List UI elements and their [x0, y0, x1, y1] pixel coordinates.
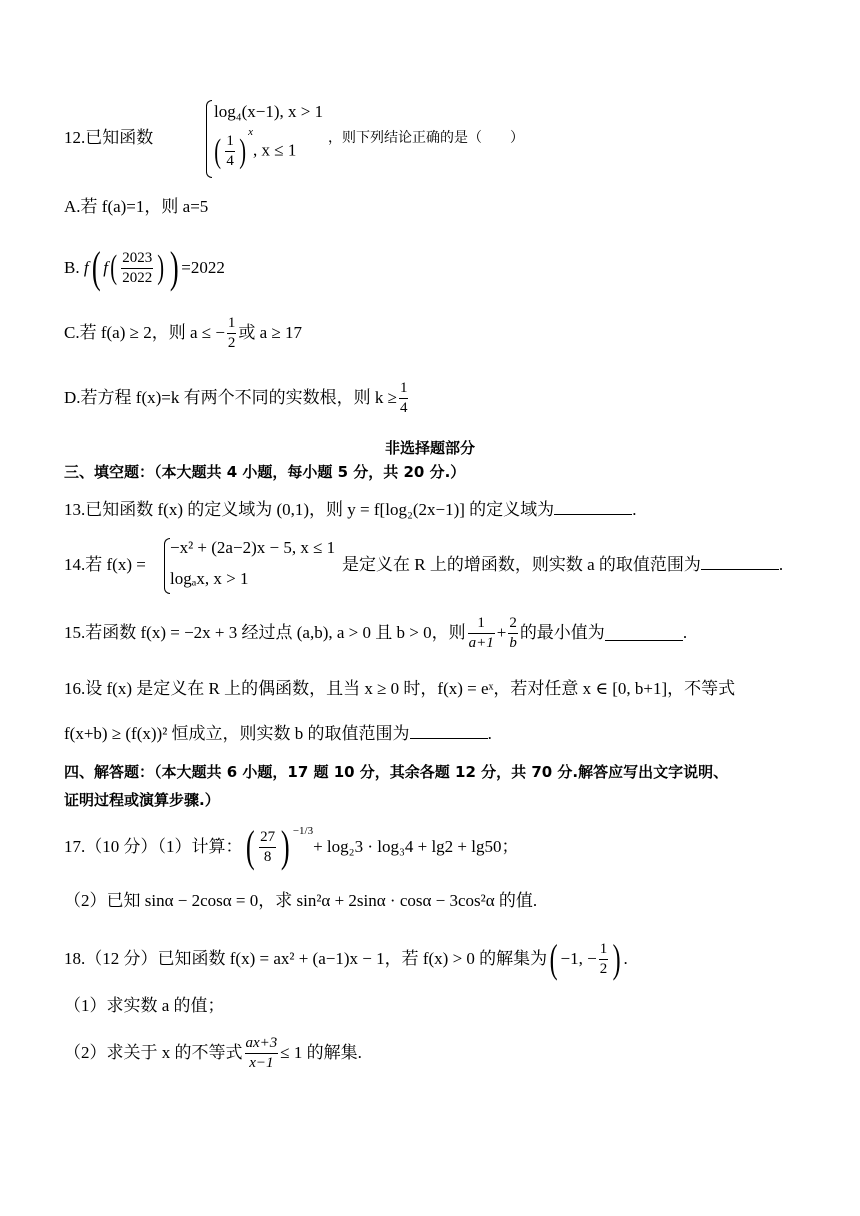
q12-option-a: A.若 f(a)=1，则 a=5 [64, 197, 209, 216]
q12-option-d: D.若方程 f(x)=k 有两个不同的实数根，则 k ≥ $\frac{1}{4}$ [64, 379, 408, 416]
q18-part2: （2）求关于 x 的不等式 $\frac{ax+3}{x-1}$ ≤ 1 的解集. [64, 1034, 362, 1071]
section-nonchoice-heading: 非选择题部分 [384, 439, 475, 457]
q14-piece1: −x² + (2a−2)x − 5, x ≤ 1 [170, 538, 336, 557]
q16-line1: 16.设 f(x) 是定义在 R 上的偶函数，且当 x ≥ 0 时，f(x) = eˣ，若对任意 x ∈ [0, b+1]，不等式 [64, 679, 736, 698]
q16-line2: f(x+b) ≥ (f(x))² 恒成立，则实数 b 的取值范围为 . [64, 724, 492, 743]
q12-piece2: ( $\frac{1}{4}$ )$^x$, x ≤ 1 [214, 125, 297, 170]
q15: 15.若函数 f(x) = −2x + 3 经过点 (a,b), a > 0 且 b > 0，则 $\frac{1}{a+1}$ + $\frac{2}{b}$ 的最小值为 . [64, 614, 688, 651]
q14-answer-blank[interactable] [701, 555, 779, 570]
q14-tail: 是定义在 R 上的增函数，则实数 a 的取值范围为 . [342, 555, 784, 574]
section3-heading: 三、填空题：（本大题共 4 小题，每小题 5 分，共 20 分.） [64, 463, 466, 481]
q13-answer-blank[interactable] [554, 500, 632, 515]
q14-piece2: logₐx, x > 1 [170, 569, 249, 588]
q12-tail: ，则下列结论正确的是（ ） [328, 130, 524, 146]
q18-stem: 18.（12 分）已知函数 f(x) = ax² + (a−1)x − 1，若 f(x) > 0 的解集为 ( −1, − $\frac{1}{2}$ ) . [64, 936, 628, 981]
q16-answer-blank[interactable] [410, 724, 488, 739]
q17-part1: 17.（10 分）（1）计算： ( $\frac{27}{8}$ ) $^{-1/3}$ + log₂3 · log₃4 + lg2 + lg50； [64, 822, 519, 871]
q12-option-b: B. f ( f ( $\frac{2023}{2022}$ ) ) =2022 [64, 243, 225, 292]
q12-piece1: log₄(x−1), x > 1 [214, 102, 324, 121]
q15-answer-blank[interactable] [605, 626, 683, 641]
q14-label: 14.若 f(x) = [64, 555, 146, 574]
q17-part2: （2）已知 sinα − 2cosα = 0，求 sin²α + 2sinα · cosα − 3cos²α 的值. [64, 891, 538, 910]
q13: 13.已知函数 f(x) 的定义域为 (0,1)，则 y = f[log₂(2x−1)] 的定义域为 . [64, 500, 637, 519]
section4-heading-line1: 四、解答题：（本大题共 6 小题，17 题 10 分，其余各题 12 分，共 70 分.解答应写出文字说明、 [64, 763, 729, 781]
q12-option-c: C.若 f(a) ≥ 2，则 a ≤ − $\frac{1}{2}$ 或 a ≥ 17 [64, 314, 303, 351]
section4-heading-line2: 证明过程或演算步骤.） [64, 791, 220, 809]
q18-part1: （1）求实数 a 的值； [64, 996, 225, 1015]
q12-label: 12.已知函数 [64, 128, 154, 147]
